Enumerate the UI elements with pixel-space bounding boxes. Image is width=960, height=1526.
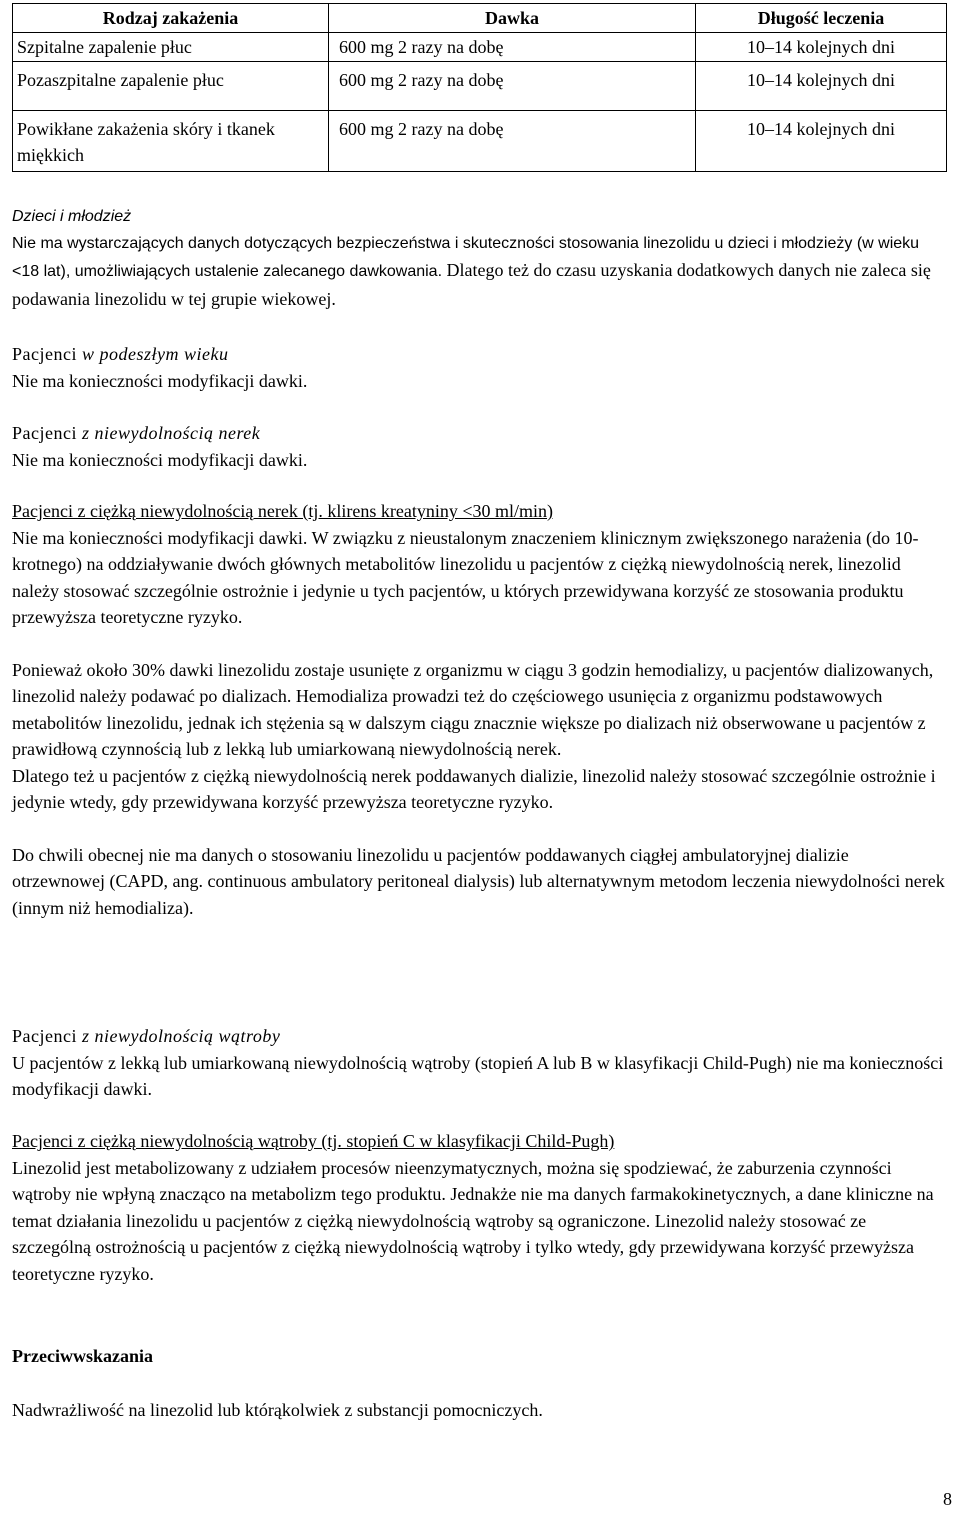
severe-renal-section	[12, 498, 946, 921]
section-text: Nie ma konieczności modyfikacji dawki. W związku z nieustalonym znaczeniem klinicznym zwiększonego narażenia (do 10-krotnego) na oddziaływanie dwóch głównych metabolitów linezolidu u pacjentów z ciężką niewydolnością nerek, linezolid należy stosować szczególnie ostrożnie i jedynie u tych pacjentów, u których przewidywana korzyść ze stosowania produktu przewyższa teoretyczne ryzyko.	[12, 527, 919, 627]
hepatic-section	[12, 1023, 946, 1103]
table-row	[13, 62, 947, 111]
section-text: Linezolid jest metabolizowany z udziałem procesów nieenzymatycznych, można się spodziewać, że zaburzenia czynności wątroby nie wpłyną znacząco na metabolizm tego produktu. Jednakże nie ma danych farmakokinetycznych, a dane kliniczne na temat działania linezolidu u pacjentów z ciężką niewydolnością wątroby są ograniczone. Linezolid należy stosować ze szczególną ostrożnością u pacjentów z ciężką niewydolnością wątroby i tylko wtedy, gdy przewidywana korzyść przewyższa teoretyczne ryzyko.	[12, 1157, 934, 1284]
section-text: Do chwili obecnej nie ma danych o stosowaniu linezolidu u pacjentów poddawanych ciągłej ambulatoryjnej dializie otrzewnowej (CAPD, ang. continuous ambulatory peritoneal dialysis) lub alternatywnym metodom leczenia niewydolności nerek (innym niż hemodializa).	[12, 844, 945, 918]
table-cell: 10–14 kolejnych dni	[696, 62, 947, 111]
section-heading: Pacjenci z niewydolnością wątroby	[12, 1026, 281, 1046]
contraindications-section	[12, 1343, 946, 1423]
section-text: Nie ma wystarczających danych dotyczących bezpieczeństwa i skuteczności stosowania linezolidu u dzieci i młodzieży (w wieku <18 lat), umożliwiających ustalenie zalecanego dawkowania. Dlatego też do czasu uzyskania dodatkowych danych nie zaleca się podawania linezolidu w tej grupie wiekowej.	[12, 234, 931, 309]
table-header-cell: Dawka	[329, 4, 696, 33]
table-header-cell: Długość leczenia	[696, 4, 947, 33]
section-text: Dlatego też u pacjentów z ciężką niewydolnością nerek poddawanych dializie, linezolid należy stosować szczególnie ostrożnie i jedynie wtedy, gdy przewidywana korzyść przewyższa teoretyczne ryzyko.	[12, 765, 936, 812]
section-heading: Pacjenci z niewydolnością nerek	[12, 423, 261, 443]
section-heading: Pacjenci w podeszłym wieku	[12, 344, 229, 364]
table-cell: Szpitalne zapalenie płuc	[13, 33, 329, 62]
renal-section	[12, 420, 946, 473]
section-text: Ponieważ około 30% dawki linezolidu zostaje usunięte z organizmu w ciągu 3 godzin hemodializy, u pacjentów dializowanych, linezolid należy podawać po dializach. Hemodializa prowadzi też do częściowego usunięcia z organizmu podstawowych metabolitów linezolidu, jednak ich stężenia są w dalszym ciągu znacznie większe po dializach niż obserwowane u pacjentów z prawidłową czynnością lub z lekką lub umiarkowaną niewydolnością nerek.	[12, 659, 934, 759]
section-heading: Pacjenci z ciężką niewydolnością nerek (tj. klirens kreatyniny <30 ml/min)	[12, 501, 553, 521]
severe-hepatic-section	[12, 1128, 946, 1287]
table-cell: 600 mg 2 razy na dobę	[329, 62, 696, 111]
table-header-cell: Rodzaj zakażenia	[13, 4, 329, 33]
section-heading: Przeciwwskazania	[12, 1346, 153, 1366]
table-cell: 10–14 kolejnych dni	[696, 111, 947, 172]
children-section	[12, 204, 946, 314]
table-cell: Pozaszpitalne zapalenie płuc	[13, 62, 329, 111]
dosage-table	[12, 3, 947, 172]
table-row	[13, 33, 947, 62]
table-header-row	[13, 4, 947, 33]
table-cell: 600 mg 2 razy na dobę	[329, 111, 696, 172]
table-cell: Powikłane zakażenia skóry i tkanek miękkich	[13, 111, 329, 172]
elderly-section	[12, 341, 946, 394]
section-text: Nadwrażliwość na linezolid lub którąkolwiek z substancji pomocniczych.	[12, 1399, 543, 1420]
table-cell: 600 mg 2 razy na dobę	[329, 33, 696, 62]
section-text: U pacjentów z lekką lub umiarkowaną niewydolnością wątroby (stopień A lub B w klasyfikacji Child-Pugh) nie ma konieczności modyfikacji dawki.	[12, 1052, 944, 1099]
table-cell: 10–14 kolejnych dni	[696, 33, 947, 62]
section-heading: Dzieci i młodzież	[12, 208, 132, 225]
section-heading: Pacjenci z ciężką niewydolnością wątroby (tj. stopień C w klasyfikacji Child-Pugh)	[12, 1131, 615, 1151]
page-number: 8	[943, 1489, 952, 1509]
document-page	[12, 0, 946, 1420]
table-row	[13, 111, 947, 172]
section-text: Nie ma konieczności modyfikacji dawki.	[12, 449, 308, 470]
section-text: Nie ma konieczności modyfikacji dawki.	[12, 370, 308, 391]
